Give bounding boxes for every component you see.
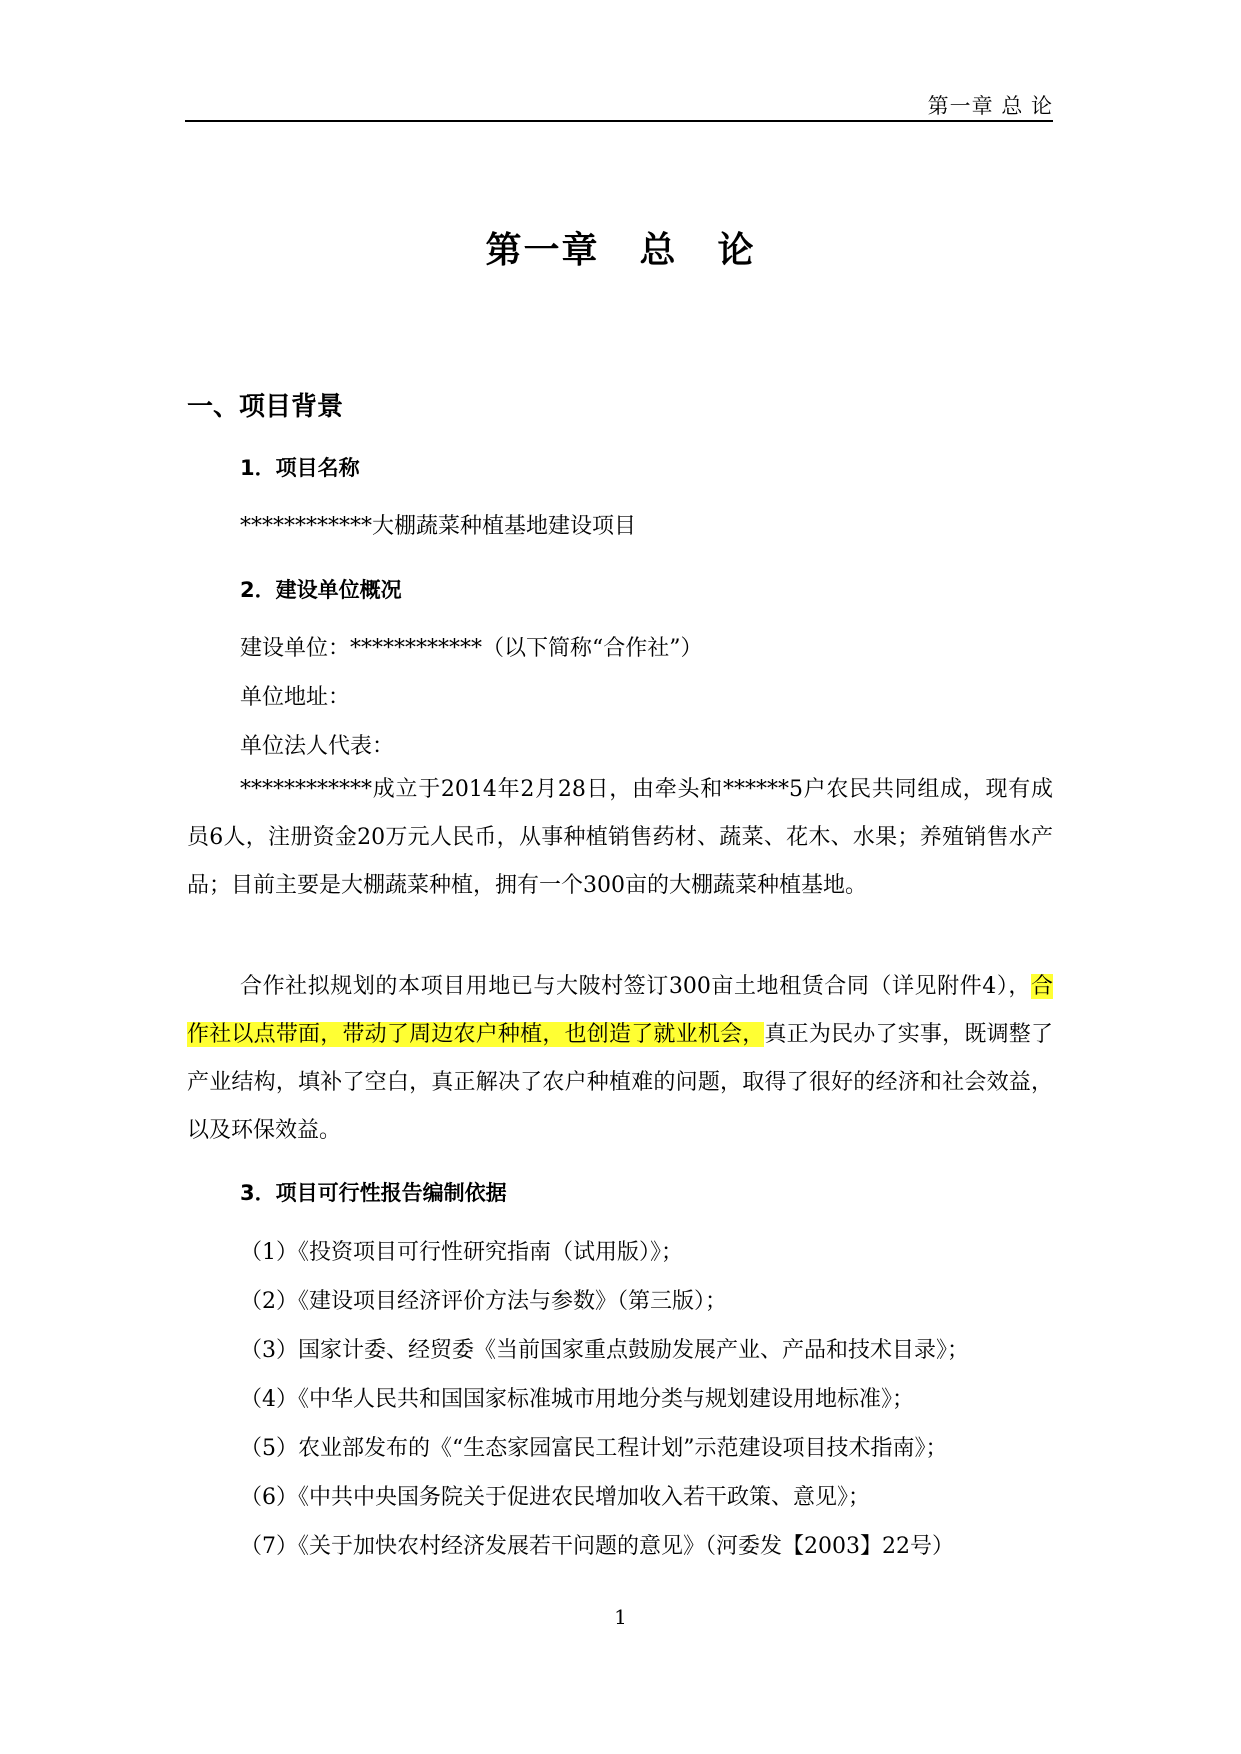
reference-item: （2）《建设项目经济评价方法与参数》（第三版）； xyxy=(240,1289,727,1314)
reference-item: （7）《关于加快农村经济发展若干问题的意见》（河委发【2003】22号） xyxy=(240,1534,954,1559)
address-line: 单位地址： xyxy=(240,685,351,710)
paragraph-cooperative-intro: ************成立于2014年2月28日，由牵头和******5户农民共同组成，现有成员6人，注册资金20万元人民币，从事种植销售药材、蔬菜、花木、水果；养殖销售水产品；目前主要是大棚蔬菜种植，拥有一个300亩的大棚蔬菜种植基地。 xyxy=(187,777,1053,898)
section-heading: 一、项目背景 xyxy=(187,392,344,422)
reference-item: （5）农业部发布的《“生态家园富民工程计划”示范建设项目技术指南》； xyxy=(240,1436,948,1461)
paragraph-land-lease xyxy=(187,963,1053,1155)
reference-item: （6）《中共中央国务院关于促进农民增加收入若干政策、意见》； xyxy=(240,1485,870,1510)
subsection-heading-project-name: 1．项目名称 xyxy=(240,456,360,480)
paragraph-land-lease-b: 真正为民办了实事，既调整了产业结构，填补了空白，真正解决了农户种植难的问题，取得了很好的经济和社会效益，以及环保效益。 xyxy=(187,1022,1053,1143)
running-header-title: 第一章 总 论 xyxy=(927,94,1053,118)
page-number: 1 xyxy=(614,1605,627,1629)
chapter-title-part2: 总 xyxy=(639,230,678,271)
chapter-title xyxy=(0,222,1241,273)
unit-line: 建设单位：************（以下简称“合作社”） xyxy=(240,636,703,661)
chapter-title-part3: 论 xyxy=(717,230,756,271)
legal-rep-line: 单位法人代表： xyxy=(240,734,395,759)
highlighted-text: 合作社以点带面，带动了周边农户种植，也创造了就业机会， xyxy=(187,974,1053,1047)
subsection-heading-basis: 3．项目可行性报告编制依据 xyxy=(240,1181,507,1205)
paragraph-land-lease-a: 合作社拟规划的本项目用地已与大陂村签订300亩土地租赁合同（详见附件4）， xyxy=(240,974,1031,999)
running-header xyxy=(185,88,1053,122)
reference-item: （3）国家计委、经贸委《当前国家重点鼓励发展产业、产品和技术目录》； xyxy=(240,1338,969,1363)
chapter-title-part1: 第一章 xyxy=(485,230,600,271)
reference-item: （4）《中华人民共和国国家标准城市用地分类与规划建设用地标准》； xyxy=(240,1387,914,1412)
subsection-heading-unit-overview: 2．建设单位概况 xyxy=(240,578,402,602)
project-name-text: ************大棚蔬菜种植基地建设项目 xyxy=(240,514,637,539)
reference-item: （1）《投资项目可行性研究指南（试用版）》； xyxy=(240,1240,683,1265)
